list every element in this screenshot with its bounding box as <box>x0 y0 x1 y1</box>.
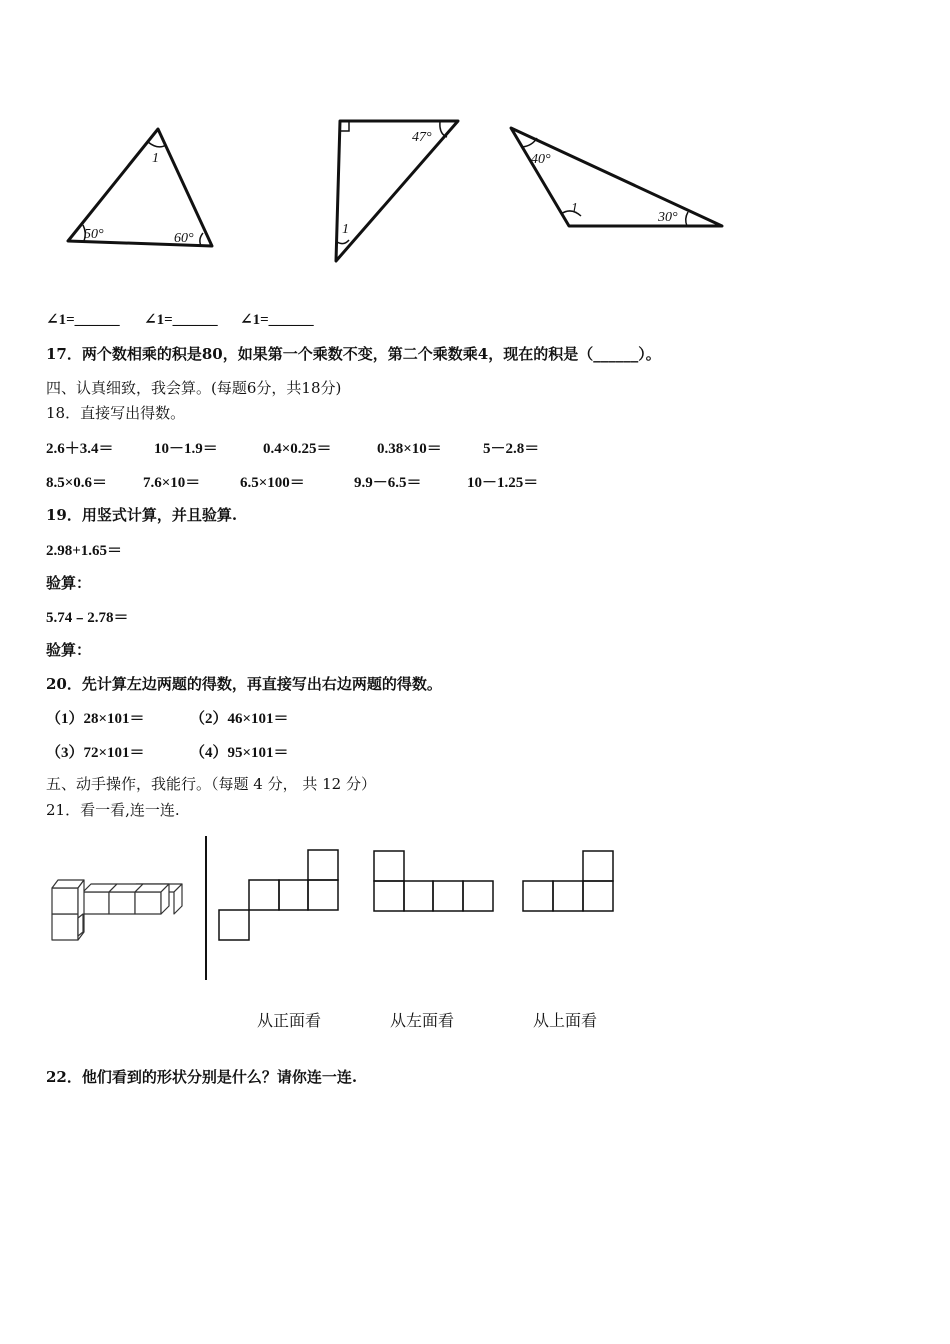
q19-expression-b: 5.74﹣2.78＝ <box>46 610 129 626</box>
q18-row2-item2: 7.6×10＝ <box>143 475 201 491</box>
q19-expression-a: 2.98+1.65＝ <box>46 543 123 559</box>
view-grid-1 <box>218 849 340 941</box>
triangle-3-angle-left: 40° <box>531 152 551 167</box>
triangle-3-angle-right: 30° <box>658 210 678 225</box>
triangle-1-angle-left: 50° <box>84 227 104 242</box>
triangle-1-angle-top: 1 <box>152 151 159 166</box>
q18-row2-item1: 8.5×0.6＝ <box>46 475 108 491</box>
answer-blank-2[interactable]: ∠1=______ <box>144 312 218 328</box>
question-20: 20．先计算左边两题的得数，再直接写出右边两题的得数。 <box>46 675 442 693</box>
q19-check-label-b: 验算： <box>46 641 92 659</box>
q18-row1-item5: 5－2.8＝ <box>483 441 540 457</box>
triangle-figure-1 <box>60 120 220 255</box>
question-19: 19．用竖式计算，并且验算. <box>46 506 238 524</box>
q20-item-1: （1）28×101＝ <box>46 711 145 727</box>
q19-check-label-a: 验算： <box>46 574 92 592</box>
answer-blank-3[interactable]: ∠1=______ <box>240 312 314 328</box>
section-4-heading: 四、认真细致，我会算。(每题6分，共18分) <box>46 379 342 397</box>
triangle-2-shape <box>336 121 458 261</box>
q20-item-2: （2）46×101＝ <box>190 711 289 727</box>
question-17: 17．两个数相乘的积是80，如果第一个乘数不变，第二个乘数乘4，现在的积是（______）。 <box>46 345 661 363</box>
triangle-figure-3 <box>505 122 730 234</box>
view-label-front: 从正面看 <box>257 1011 322 1030</box>
q18-row1-item2: 10－1.9＝ <box>154 441 218 457</box>
triangle-3-shape <box>511 128 722 226</box>
q18-row2-item5: 10－1.25＝ <box>467 475 539 491</box>
view-label-left: 从左面看 <box>390 1011 455 1030</box>
triangle-1-angle-right: 60° <box>174 231 194 246</box>
q18-row2-item3: 6.5×100＝ <box>240 475 305 491</box>
view-label-top: 从上面看 <box>533 1011 598 1030</box>
vertical-divider <box>205 836 207 980</box>
q18-row1-item4: 0.38×10＝ <box>377 441 442 457</box>
view-grid-3 <box>521 849 615 913</box>
triangle-2-angle-top-right: 47° <box>412 130 432 145</box>
question-18: 18．直接写出得数。 <box>46 404 186 422</box>
q18-row2-item4: 9.9－6.5＝ <box>354 475 422 491</box>
question-21: 21．看一看,连一连. <box>46 801 180 819</box>
cube-arrangement-3d <box>48 878 188 944</box>
question-22: 22．他们看到的形状分别是什么？请你连一连. <box>46 1068 358 1086</box>
q20-item-4: （4）95×101＝ <box>190 745 289 761</box>
q18-row1-item3: 0.4×0.25＝ <box>263 441 332 457</box>
q20-item-3: （3）72×101＝ <box>46 745 145 761</box>
triangle-3-angle-middle: 1 <box>571 201 578 216</box>
view-grid-2 <box>372 849 496 913</box>
q18-row1-item1: 2.6＋3.4＝ <box>46 441 114 457</box>
triangle-figure-2 <box>328 112 468 267</box>
answer-blank-1[interactable]: ∠1=______ <box>46 312 120 328</box>
section-5-heading: 五、动手操作，我能行。（每题 4 分， 共 12 分） <box>46 775 376 793</box>
triangle-2-angle-bottom: 1 <box>342 222 349 237</box>
